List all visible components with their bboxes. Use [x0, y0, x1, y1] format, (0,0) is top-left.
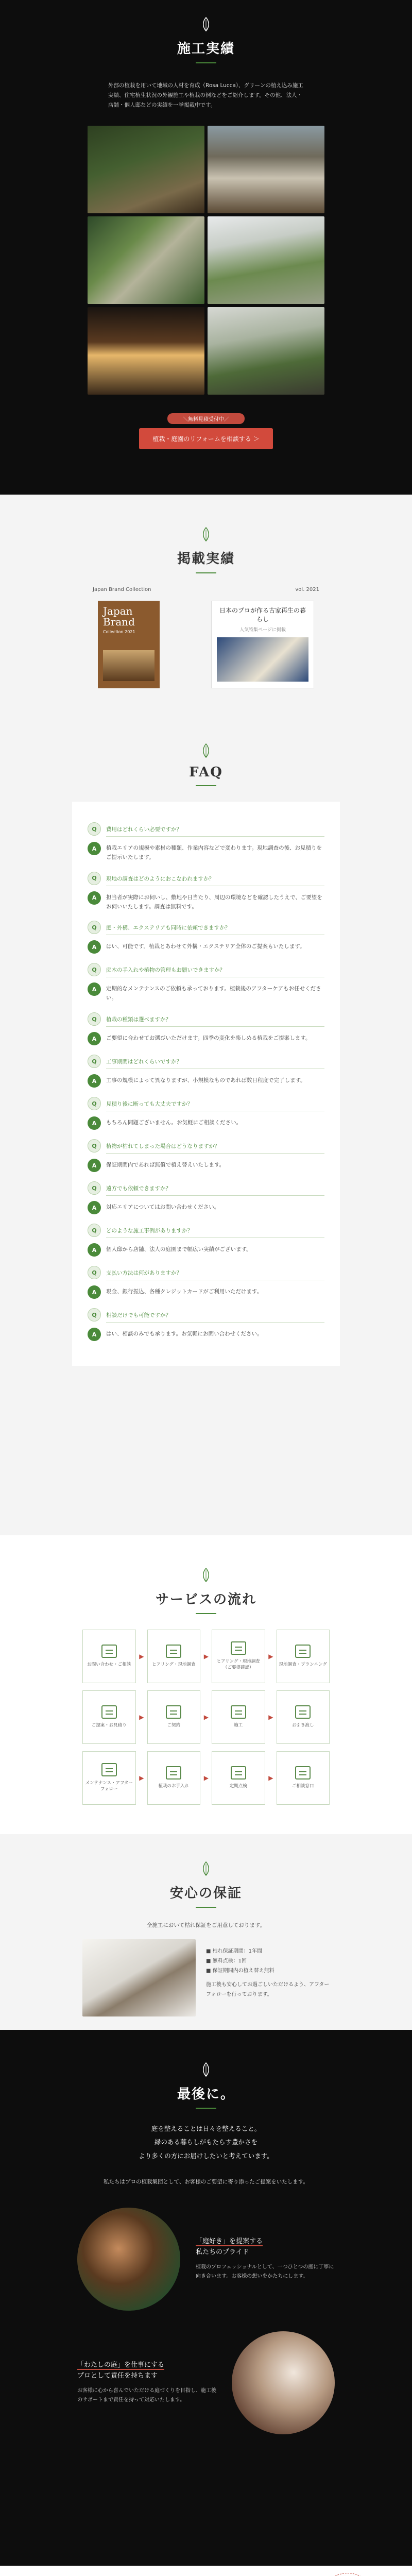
magazine-subtitle: Collection 2021: [103, 630, 135, 634]
faq-item[interactable]: [88, 1181, 324, 1214]
guarantee-image: [82, 1939, 196, 2016]
works-section: [0, 0, 412, 495]
faq-question-row: [88, 1181, 324, 1196]
faq-item[interactable]: [88, 921, 324, 954]
guarantee-line: ■ 枯れ保証期間：1年間: [206, 1948, 262, 1954]
faq-answer-row: [88, 1201, 324, 1214]
article-title: 日本のプロが作る古家再生の暮らし: [219, 607, 306, 623]
arrow-right-icon: ▶: [139, 1774, 144, 1782]
closing-sublead: 私たちはプロの植栽集団として、お客様のご要望に寄り添ったご提案をいたします。: [104, 2178, 308, 2185]
closing-block-title: [196, 2236, 335, 2258]
document-icon: [101, 1705, 117, 1719]
article-image: [217, 637, 308, 682]
document-icon: [101, 1645, 117, 1658]
closing-lead: [0, 2122, 412, 2163]
flow-step-label: ご相談窓口: [291, 1784, 314, 1789]
faq-answer-row: [88, 940, 324, 954]
faq-answer: はい、可能です。植栽とあわせて外構・エクステリア全体のご提案もいたします。: [106, 943, 305, 950]
flow-step: [212, 1751, 273, 1805]
faq-question-row: [88, 1097, 324, 1111]
works-title: 施工実績: [177, 41, 235, 57]
closing-block-title-a: 「庭好き」を提案する: [196, 2237, 263, 2245]
closing-block-title-a: 「わたしの庭」を仕事にする: [77, 2361, 165, 2369]
free-consult-badge: [319, 2573, 376, 2576]
faq-question: 支払い方法は何がありますか？: [106, 1266, 324, 1280]
document-icon: [295, 1645, 311, 1658]
arrow-right-icon: ▶: [203, 1774, 209, 1782]
title-divider: [196, 2108, 216, 2109]
magazine-image: [103, 650, 154, 681]
faq-question: 植物が枯れてしまった場合はどうなりますか？: [106, 1139, 324, 1154]
question-mark-icon: Q: [88, 1012, 101, 1026]
faq-question-row: [88, 872, 324, 886]
faq-answer-row: [88, 982, 324, 1003]
faq-answer: 個人邸から店舗、法人の庭園まで幅広い実績がございます。: [106, 1246, 252, 1253]
title-divider: [196, 1907, 216, 1908]
answer-mark-icon: A: [88, 1116, 101, 1130]
answer-mark-icon: A: [88, 940, 101, 954]
magazine-title: Japan Brand: [103, 605, 135, 628]
faq-question-row: [88, 1055, 324, 1069]
flow-step-label: メンテナンス・アフターフォロー: [85, 1781, 133, 1792]
flow-step: [212, 1690, 273, 1744]
guarantee-line: [206, 1976, 330, 1980]
question-mark-icon: Q: [88, 1308, 101, 1321]
closing-photo: [232, 2331, 335, 2434]
answer-mark-icon: A: [88, 1285, 101, 1299]
faq-answer: ご要望に合わせてお選びいただけます。四季の変化を楽しめる植栽をご提案します。: [106, 1035, 311, 1042]
faq-answer: 工事の規模によって異なりますが、小規模なものであれば数日程度で完了します。: [106, 1077, 306, 1084]
faq-question: 遠方でも依頼できますか？: [106, 1181, 324, 1196]
question-mark-icon: Q: [88, 963, 101, 976]
guarantee-details: [206, 1939, 330, 2016]
cta-note: ＼無料見積受付中／: [167, 413, 245, 424]
works-cta-button[interactable]: 植栽・庭園のリフォームを相談する ＞: [139, 428, 273, 449]
guarantee-line: 施工後も安心してお過ごしいただけるよう、アフターフォローを行っております。: [206, 1982, 330, 1997]
title-divider: [196, 62, 216, 63]
faq-item[interactable]: [88, 1224, 324, 1257]
faq-question-row: [88, 1012, 324, 1027]
works-photo: [88, 216, 204, 304]
faq-question-row: [88, 1266, 324, 1280]
closing-lead-line: より多くの方にお届けしたいと考えています。: [139, 2151, 273, 2160]
title-divider: [196, 1613, 216, 1614]
arrow-right-icon: ▶: [139, 1653, 144, 1660]
faq-answer-row: [88, 1328, 324, 1341]
answer-mark-icon: A: [88, 1328, 101, 1341]
works-photo: [88, 307, 204, 395]
flow-step: [277, 1630, 330, 1683]
leaf-icon: [197, 1860, 215, 1877]
question-mark-icon: Q: [88, 1139, 101, 1153]
flow-step: [277, 1690, 330, 1744]
title-divider: [196, 785, 216, 786]
answer-mark-icon: A: [88, 842, 101, 855]
contact-section: [0, 2566, 412, 2576]
faq-item[interactable]: [88, 1308, 324, 1341]
question-mark-icon: Q: [88, 1266, 101, 1279]
flow-title: サービスの流れ: [155, 1592, 256, 1607]
faq-item[interactable]: [88, 1266, 324, 1299]
media-magazines: [98, 601, 314, 688]
flow-steps: [82, 1630, 330, 1805]
faq-question-row: [88, 921, 324, 935]
arrow-right-icon: ▶: [203, 1653, 209, 1660]
flow-step: [147, 1690, 209, 1744]
closing-section: [0, 2030, 412, 2566]
flow-step-label: ご契約: [167, 1723, 180, 1728]
faq-title: FAQ: [189, 765, 223, 780]
flow-step-label: お問い合わせ・ご相談: [87, 1662, 131, 1668]
guarantee-section: [0, 1834, 412, 2030]
flow-step-label: 現地調査・プランニング: [279, 1662, 327, 1668]
faq-question-row: [88, 822, 324, 837]
flow-step: [212, 1630, 273, 1683]
faq-answer-row: [88, 1243, 324, 1257]
flow-step-label: ご提案・お見積り: [91, 1723, 127, 1728]
faq-question: 相談だけでも可能ですか？: [106, 1308, 324, 1323]
closing-block-title-b: 私たちのプライド: [196, 2248, 249, 2256]
works-photo: [208, 307, 324, 395]
arrow-right-icon: ▶: [139, 1714, 144, 1721]
closing-block-text: お客様に心から喜んでいただける庭づくりを目指し、施工後のサポートまで責任を持って対応いたします。: [77, 2388, 216, 2403]
media-left-caption: Japan Brand Collection: [93, 587, 151, 592]
closing-lead-line: 緑のある暮らしがもたらす豊かさを: [154, 2138, 258, 2146]
faq-answer-row: [88, 1032, 324, 1045]
answer-mark-icon: A: [88, 982, 101, 996]
works-photo: [88, 126, 204, 213]
guarantee-line: ■ 無料点検：1回: [206, 1958, 247, 1964]
faq-answer: 対応エリアについてはお問い合わせください。: [106, 1204, 220, 1211]
answer-mark-icon: A: [88, 891, 101, 905]
question-mark-icon: Q: [88, 1181, 101, 1195]
closing-title: 最後に。: [177, 2087, 235, 2102]
faq-question: 見積り後に断っても大丈夫ですか？: [106, 1097, 324, 1111]
faq-item[interactable]: [88, 1055, 324, 1088]
magazine-article: [211, 601, 314, 688]
flow-step: [147, 1630, 209, 1683]
title-divider: [196, 572, 216, 573]
answer-mark-icon: A: [88, 1032, 101, 1045]
closing-block-responsibility: [77, 2331, 335, 2434]
question-mark-icon: Q: [88, 872, 101, 885]
flow-section: [0, 1535, 412, 1834]
document-icon: [231, 1705, 246, 1719]
faq-answer-row: [88, 1285, 324, 1299]
magazine-cover-japan-brand: [98, 601, 160, 688]
flow-step: [147, 1751, 209, 1805]
flow-step-label: ヒアリング・現地調査: [152, 1662, 196, 1668]
arrow-right-icon: ▶: [268, 1774, 273, 1782]
faq-question: 現地の調査はどのようにおこなわれますか？: [106, 872, 324, 886]
faq-question-row: [88, 1139, 324, 1154]
faq-item[interactable]: [88, 822, 324, 862]
faq-answer-row: [88, 891, 324, 912]
faq-answer: 現金、銀行振込、各種クレジットカードがご利用いただけます。: [106, 1289, 263, 1295]
faq-answer-row: [88, 1116, 324, 1130]
closing-photo: [77, 2208, 180, 2311]
faq-question: どのような施工事例がありますか？: [106, 1224, 324, 1238]
faq-answer: 定期的なメンテナンスのご依頼も承っております。植栽後のアフターケアもお任せください。: [106, 986, 321, 1002]
works-gallery: [88, 126, 324, 395]
article-subtitle: 人気特集ページに掲載: [239, 627, 286, 633]
arrow-right-icon: ▶: [268, 1714, 273, 1721]
media-title: 掲載実績: [177, 551, 235, 567]
document-icon: [166, 1705, 181, 1719]
flow-step: [82, 1690, 144, 1744]
answer-mark-icon: A: [88, 1201, 101, 1214]
question-mark-icon: Q: [88, 1097, 101, 1110]
guarantee-line: ■ 保証期間内の植え替え無料: [206, 1968, 274, 1974]
faq-answer-row: [88, 842, 324, 862]
question-mark-icon: Q: [88, 1224, 101, 1237]
flow-step-label: 植栽のお手入れ: [158, 1784, 189, 1789]
flow-step-label: お引き渡し: [291, 1723, 314, 1728]
closing-block-pride: [77, 2208, 335, 2311]
document-icon: [166, 1645, 181, 1658]
faq-answer: 植栽エリアの規模や素材の種類、作業内容などで変わります。現地調査の後、お見積りをご提示いたします。: [106, 845, 322, 860]
flow-step: [82, 1751, 144, 1805]
faq-answer: もちろん問題ございません。お気軽にご相談ください。: [106, 1120, 242, 1126]
faq-item[interactable]: [88, 963, 324, 1003]
flow-step: [277, 1751, 330, 1805]
answer-mark-icon: A: [88, 1074, 101, 1088]
leaf-icon: [197, 1566, 215, 1584]
closing-block-text: 植栽のプロフェッショナルとして、一つひとつの庭に丁寧に向き合います。お客様の想いをかたちにします。: [196, 2264, 334, 2280]
faq-answer: はい、相談のみでも承ります。お気軽にお問い合わせください。: [106, 1331, 263, 1337]
faq-question: 庭・外構、エクステリアも同時に依頼できますか？: [106, 921, 324, 935]
faq-question: 植栽の種類は選べますか？: [106, 1012, 324, 1027]
faq-question-row: [88, 1308, 324, 1323]
faq-answer: 保証期間内であれば無償で植え替えいたします。: [106, 1162, 225, 1168]
answer-mark-icon: A: [88, 1159, 101, 1172]
leaf-icon: [197, 15, 215, 33]
faq-section: [0, 721, 412, 1535]
flow-step: [82, 1630, 144, 1683]
question-mark-icon: Q: [88, 1055, 101, 1068]
flow-step-label: ヒアリング・現地調査（ご要望確認）: [216, 1659, 260, 1670]
document-icon: [166, 1766, 181, 1780]
faq-question-row: [88, 963, 324, 977]
document-icon: [231, 1766, 246, 1780]
media-right-caption: vol. 2021: [295, 587, 319, 592]
arrow-right-icon: ▶: [268, 1653, 273, 1660]
faq-answer-row: [88, 1159, 324, 1172]
leaf-icon: [197, 742, 215, 759]
closing-block-title: [77, 2360, 216, 2382]
media-section: [0, 495, 412, 721]
works-photo: [208, 126, 324, 213]
guarantee-box: [82, 1939, 330, 2016]
media-captions: [93, 587, 319, 592]
faq-question: 庭木の手入れや植物の管理もお願いできますか？: [106, 963, 324, 977]
faq-answer: 担当者が実際にお伺いし、敷地や日当たり、周辺の環境などを確認したうえで、ご要望をお伺いいたします。調査は無料です。: [106, 894, 322, 910]
guarantee-intro: 全施工において枯れ保証をご用意しております。: [146, 1922, 266, 1928]
answer-mark-icon: A: [88, 1243, 101, 1257]
document-icon: [231, 1641, 246, 1655]
faq-item[interactable]: [88, 1139, 324, 1172]
faq-item[interactable]: [88, 1012, 324, 1045]
document-icon: [295, 1766, 311, 1780]
works-intro: 外部の植栽を用いて地域の人材を育成（Rosa Lucca）、グリーンの植え込み施工実績、住宅植生状況の外観施工や植栽の例などをご紹介します。その他、法人・店舗・個人邸などの実績を一挙掲載中です。: [108, 82, 303, 108]
question-mark-icon: Q: [88, 921, 101, 934]
closing-block-title-b: プロとして責任を持ちます: [77, 2371, 158, 2380]
leaf-icon: [197, 526, 215, 543]
question-mark-icon: Q: [88, 822, 101, 836]
guarantee-title: 安心の保証: [169, 1886, 242, 1901]
leaf-icon: [197, 2061, 215, 2078]
flow-step-label: 施工: [234, 1723, 243, 1728]
closing-lead-line: 庭を整えることは日々を整えること。: [151, 2125, 261, 2132]
faq-list: [72, 802, 340, 1366]
faq-question: 費用はどれくらい必要ですか？: [106, 822, 324, 837]
faq-item[interactable]: [88, 872, 324, 912]
document-icon: [101, 1763, 117, 1776]
faq-question-row: [88, 1224, 324, 1238]
works-photo: [208, 216, 324, 304]
flow-step-label: 定期点検: [229, 1784, 247, 1789]
faq-item[interactable]: [88, 1097, 324, 1130]
document-icon: [295, 1705, 311, 1719]
arrow-right-icon: ▶: [203, 1714, 209, 1721]
faq-answer-row: [88, 1074, 324, 1088]
faq-question: 工事期間はどれくらいですか？: [106, 1055, 324, 1069]
